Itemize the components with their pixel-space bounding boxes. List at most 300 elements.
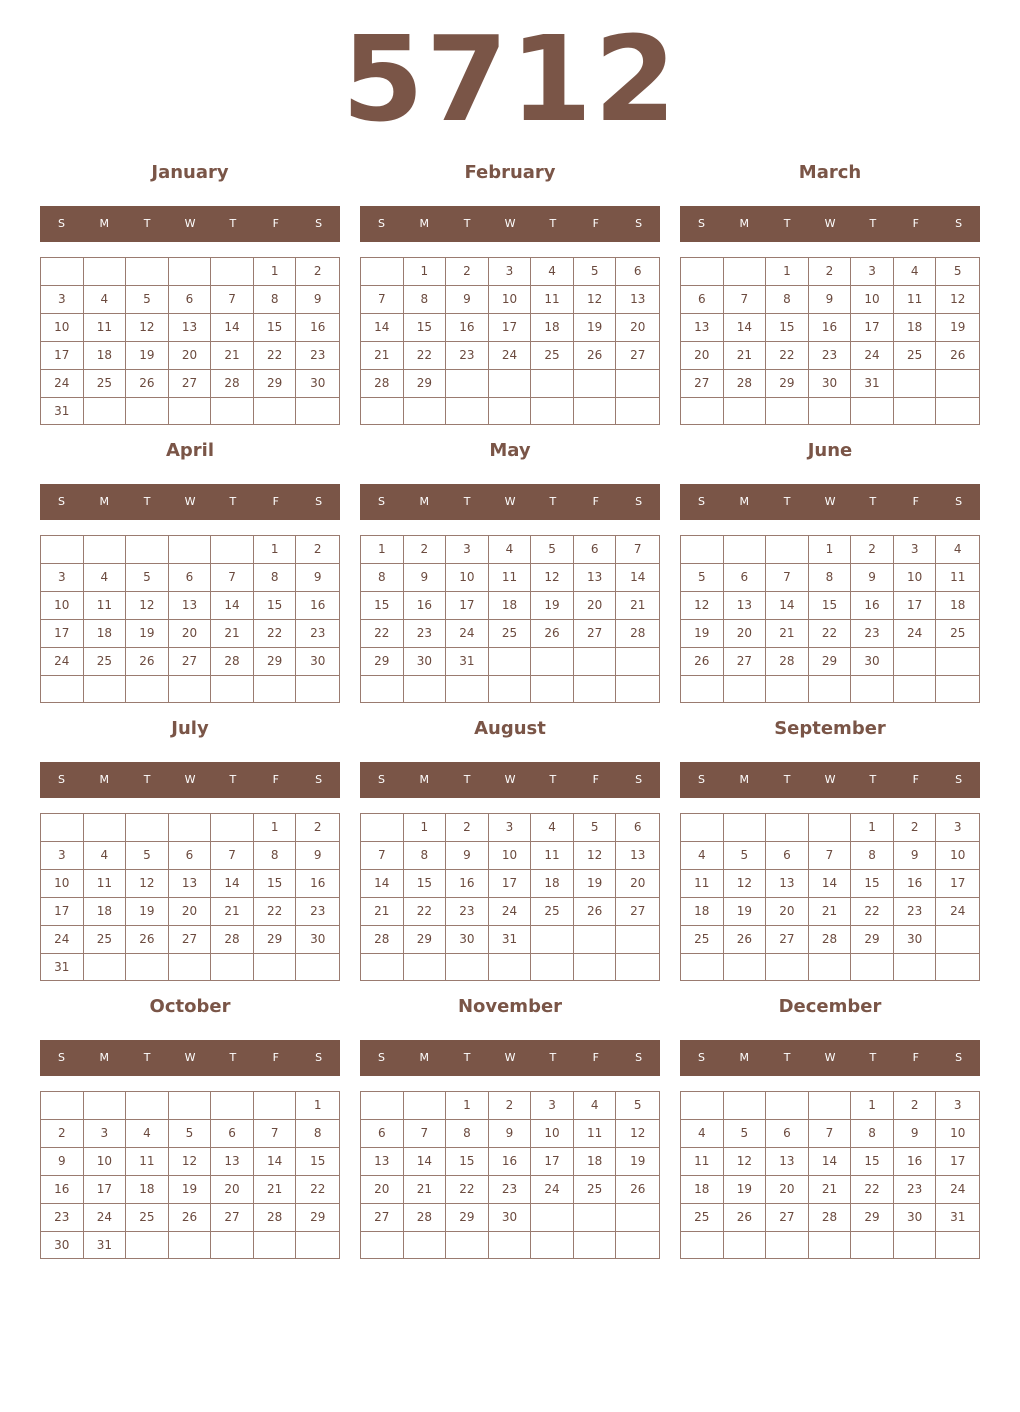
empty-cell <box>574 676 617 702</box>
day-cell: 31 <box>446 648 489 676</box>
weekday-label: T <box>549 217 557 230</box>
day-cell: 28 <box>211 648 254 676</box>
weekday-label: M <box>739 495 750 508</box>
day-grid <box>680 257 980 425</box>
day-cell: 5 <box>936 258 979 286</box>
day-cell: 14 <box>254 1148 297 1176</box>
day-cell: 21 <box>404 1176 447 1204</box>
day-grid <box>680 813 980 981</box>
weekday-label: T <box>783 773 791 786</box>
empty-cell <box>894 1232 937 1258</box>
day-cell: 21 <box>211 342 254 370</box>
empty-cell <box>681 676 724 702</box>
day-cell: 16 <box>809 314 852 342</box>
day-cell: 12 <box>531 564 574 592</box>
weekday-label: F <box>912 773 919 786</box>
day-cell: 10 <box>41 592 84 620</box>
weekday-label: W <box>824 773 836 786</box>
day-cell: 8 <box>404 842 447 870</box>
day-grid <box>680 1091 980 1259</box>
day-cell: 7 <box>361 286 404 314</box>
empty-cell <box>489 676 532 702</box>
day-cell: 2 <box>296 814 339 842</box>
empty-cell <box>766 398 809 424</box>
day-cell: 12 <box>616 1120 659 1148</box>
day-cell: 14 <box>616 564 659 592</box>
day-cell: 4 <box>126 1120 169 1148</box>
empty-cell <box>41 536 84 564</box>
day-cell: 15 <box>254 870 297 898</box>
day-cell: 1 <box>404 814 447 842</box>
weekday-label: F <box>912 1051 919 1064</box>
day-cell: 8 <box>809 564 852 592</box>
day-cell: 6 <box>361 1120 404 1148</box>
weekday-label: M <box>99 495 110 508</box>
empty-cell <box>361 814 404 842</box>
empty-cell <box>126 954 169 981</box>
empty-cell <box>126 814 169 842</box>
empty-cell <box>681 1092 724 1120</box>
day-cell: 2 <box>296 258 339 286</box>
day-cell: 27 <box>211 1204 254 1232</box>
weekday-label: S <box>635 217 643 230</box>
day-cell: 25 <box>531 342 574 370</box>
weekday-label: T <box>229 217 237 230</box>
day-cell: 4 <box>681 1120 724 1148</box>
weekday-label: S <box>697 773 705 786</box>
empty-cell <box>681 814 724 842</box>
day-cell: 3 <box>41 564 84 592</box>
day-cell: 21 <box>616 592 659 620</box>
day-cell: 6 <box>169 842 212 870</box>
empty-cell <box>84 814 127 842</box>
day-cell: 24 <box>489 342 532 370</box>
empty-cell <box>296 1232 339 1259</box>
day-cell: 14 <box>211 870 254 898</box>
year-title: 5712 <box>341 10 679 148</box>
day-cell: 24 <box>41 648 84 676</box>
empty-cell <box>936 676 979 702</box>
day-cell: 6 <box>574 536 617 564</box>
day-cell: 2 <box>404 536 447 564</box>
weekday-label: S <box>635 1051 643 1064</box>
day-cell: 5 <box>724 1120 767 1148</box>
weekday-label: T <box>143 1051 151 1064</box>
empty-cell <box>169 398 212 425</box>
day-cell: 15 <box>851 870 894 898</box>
empty-cell <box>84 398 127 425</box>
day-cell: 29 <box>404 926 447 954</box>
empty-cell <box>809 1092 852 1120</box>
day-cell: 13 <box>169 870 212 898</box>
day-cell: 4 <box>531 814 574 842</box>
day-cell: 6 <box>616 258 659 286</box>
weekday-label: T <box>783 495 791 508</box>
day-cell: 16 <box>296 870 339 898</box>
day-cell: 12 <box>126 314 169 342</box>
weekday-label: F <box>272 1051 279 1064</box>
weekday-label: T <box>229 773 237 786</box>
weekday-label: F <box>912 217 919 230</box>
day-cell: 29 <box>361 648 404 676</box>
empty-cell <box>446 398 489 424</box>
empty-cell <box>724 258 767 286</box>
day-cell: 10 <box>41 870 84 898</box>
empty-cell <box>361 954 404 980</box>
empty-cell <box>936 926 979 954</box>
day-cell: 13 <box>616 842 659 870</box>
empty-cell <box>851 954 894 980</box>
day-cell: 26 <box>574 898 617 926</box>
day-cell: 23 <box>296 898 339 926</box>
month-name: May <box>489 440 531 461</box>
weekday-label: W <box>184 1051 196 1064</box>
empty-cell <box>616 1232 659 1258</box>
day-cell: 26 <box>681 648 724 676</box>
day-cell: 21 <box>809 1176 852 1204</box>
day-cell: 3 <box>41 286 84 314</box>
day-cell: 11 <box>936 564 979 592</box>
empty-cell <box>616 370 659 398</box>
day-cell: 17 <box>489 870 532 898</box>
empty-cell <box>724 954 767 980</box>
day-cell: 18 <box>84 620 127 648</box>
day-cell: 18 <box>681 898 724 926</box>
weekday-label: T <box>549 495 557 508</box>
weekday-label: T <box>463 1051 471 1064</box>
day-cell: 17 <box>531 1148 574 1176</box>
weekday-label: W <box>184 773 196 786</box>
weekday-label: F <box>272 773 279 786</box>
day-cell: 10 <box>41 314 84 342</box>
day-cell: 26 <box>574 342 617 370</box>
day-cell: 30 <box>41 1232 84 1259</box>
day-cell: 11 <box>894 286 937 314</box>
empty-cell <box>531 926 574 954</box>
day-cell: 25 <box>126 1204 169 1232</box>
day-cell: 17 <box>446 592 489 620</box>
empty-cell <box>724 398 767 424</box>
weekday-label: S <box>635 773 643 786</box>
empty-cell <box>126 536 169 564</box>
empty-cell <box>361 1092 404 1120</box>
empty-cell <box>84 1092 127 1120</box>
weekday-label: S <box>315 773 323 786</box>
day-cell: 18 <box>936 592 979 620</box>
weekday-label: M <box>99 773 110 786</box>
empty-cell <box>616 1204 659 1232</box>
empty-cell <box>126 398 169 425</box>
empty-cell <box>766 814 809 842</box>
day-cell: 16 <box>489 1148 532 1176</box>
weekday-label: W <box>504 1051 516 1064</box>
day-cell: 9 <box>851 564 894 592</box>
day-cell: 14 <box>766 592 809 620</box>
empty-cell <box>489 954 532 980</box>
day-cell: 4 <box>84 842 127 870</box>
day-cell: 15 <box>851 1148 894 1176</box>
day-cell: 10 <box>936 842 979 870</box>
day-cell: 20 <box>211 1176 254 1204</box>
day-cell: 31 <box>41 398 84 425</box>
empty-cell <box>894 954 937 980</box>
weekday-label: S <box>57 1051 65 1064</box>
day-grid <box>40 257 340 425</box>
empty-cell <box>724 1232 767 1258</box>
weekday-label: M <box>99 217 110 230</box>
weekday-header <box>360 484 660 520</box>
empty-cell <box>936 954 979 980</box>
day-cell: 14 <box>361 314 404 342</box>
empty-cell <box>296 676 339 702</box>
day-cell: 2 <box>489 1092 532 1120</box>
day-cell: 24 <box>894 620 937 648</box>
day-cell: 28 <box>766 648 809 676</box>
day-cell: 23 <box>489 1176 532 1204</box>
day-cell: 17 <box>936 870 979 898</box>
day-cell: 13 <box>574 564 617 592</box>
day-cell: 18 <box>894 314 937 342</box>
day-cell: 8 <box>361 564 404 592</box>
day-cell: 30 <box>894 1204 937 1232</box>
day-cell: 5 <box>169 1120 212 1148</box>
empty-cell <box>84 676 127 702</box>
empty-cell <box>254 954 297 981</box>
day-cell: 8 <box>254 564 297 592</box>
weekday-label: M <box>419 1051 430 1064</box>
month-name: June <box>807 440 853 461</box>
day-cell: 11 <box>574 1120 617 1148</box>
day-cell: 15 <box>404 314 447 342</box>
day-cell: 19 <box>169 1176 212 1204</box>
day-cell: 1 <box>446 1092 489 1120</box>
day-cell: 8 <box>766 286 809 314</box>
day-cell: 31 <box>851 370 894 398</box>
day-cell: 21 <box>254 1176 297 1204</box>
day-cell: 24 <box>851 342 894 370</box>
weekday-label: M <box>419 495 430 508</box>
day-cell: 11 <box>489 564 532 592</box>
empty-cell <box>211 1232 254 1259</box>
weekday-label: S <box>955 773 963 786</box>
day-grid <box>360 535 660 703</box>
empty-cell <box>489 1232 532 1258</box>
day-cell: 29 <box>404 370 447 398</box>
weekday-label: T <box>463 217 471 230</box>
empty-cell <box>681 954 724 980</box>
empty-cell <box>724 814 767 842</box>
weekday-label: M <box>419 773 430 786</box>
weekday-label: M <box>419 217 430 230</box>
day-cell: 14 <box>809 1148 852 1176</box>
day-cell: 19 <box>126 342 169 370</box>
day-cell: 24 <box>531 1176 574 1204</box>
day-cell: 4 <box>531 258 574 286</box>
day-cell: 23 <box>296 342 339 370</box>
empty-cell <box>211 1092 254 1120</box>
day-cell: 8 <box>296 1120 339 1148</box>
weekday-header <box>360 1040 660 1076</box>
day-cell: 24 <box>489 898 532 926</box>
weekday-label: T <box>463 773 471 786</box>
day-cell: 16 <box>446 870 489 898</box>
day-cell: 16 <box>41 1176 84 1204</box>
day-grid <box>680 535 980 703</box>
day-cell: 11 <box>84 870 127 898</box>
day-cell: 12 <box>724 870 767 898</box>
empty-cell <box>936 398 979 424</box>
day-cell: 23 <box>404 620 447 648</box>
day-cell: 29 <box>254 370 297 398</box>
empty-cell <box>766 676 809 702</box>
day-cell: 5 <box>616 1092 659 1120</box>
day-cell: 1 <box>254 258 297 286</box>
empty-cell <box>681 398 724 424</box>
day-cell: 18 <box>531 314 574 342</box>
day-cell: 6 <box>724 564 767 592</box>
empty-cell <box>574 398 617 424</box>
day-cell: 20 <box>616 314 659 342</box>
day-cell: 25 <box>84 926 127 954</box>
weekday-label: T <box>869 773 877 786</box>
day-cell: 22 <box>851 898 894 926</box>
empty-cell <box>851 398 894 424</box>
day-cell: 4 <box>936 536 979 564</box>
day-cell: 12 <box>126 870 169 898</box>
day-cell: 27 <box>616 342 659 370</box>
empty-cell <box>681 536 724 564</box>
day-cell: 5 <box>126 842 169 870</box>
empty-cell <box>809 814 852 842</box>
day-cell: 8 <box>446 1120 489 1148</box>
day-cell: 21 <box>809 898 852 926</box>
empty-cell <box>531 370 574 398</box>
day-cell: 18 <box>489 592 532 620</box>
empty-cell <box>894 398 937 424</box>
day-cell: 25 <box>531 898 574 926</box>
weekday-label: S <box>315 1051 323 1064</box>
day-cell: 19 <box>574 870 617 898</box>
day-cell: 13 <box>766 870 809 898</box>
empty-cell <box>254 1092 297 1120</box>
day-cell: 28 <box>404 1204 447 1232</box>
day-cell: 25 <box>681 926 724 954</box>
day-cell: 26 <box>126 648 169 676</box>
day-cell: 20 <box>574 592 617 620</box>
day-cell: 22 <box>446 1176 489 1204</box>
day-cell: 4 <box>681 842 724 870</box>
weekday-label: M <box>739 217 750 230</box>
empty-cell <box>84 536 127 564</box>
day-cell: 8 <box>851 842 894 870</box>
day-cell: 10 <box>84 1148 127 1176</box>
day-cell: 2 <box>894 1092 937 1120</box>
day-cell: 17 <box>894 592 937 620</box>
empty-cell <box>211 676 254 702</box>
empty-cell <box>126 676 169 702</box>
day-cell: 5 <box>724 842 767 870</box>
weekday-label: M <box>99 1051 110 1064</box>
empty-cell <box>809 954 852 980</box>
day-cell: 7 <box>361 842 404 870</box>
empty-cell <box>211 398 254 425</box>
day-grid <box>360 1091 660 1259</box>
day-cell: 11 <box>84 592 127 620</box>
day-cell: 20 <box>169 342 212 370</box>
weekday-header <box>680 206 980 242</box>
day-cell: 16 <box>894 1148 937 1176</box>
empty-cell <box>766 536 809 564</box>
day-cell: 13 <box>616 286 659 314</box>
weekday-header <box>360 762 660 798</box>
day-cell: 26 <box>169 1204 212 1232</box>
empty-cell <box>489 370 532 398</box>
empty-cell <box>616 954 659 980</box>
day-cell: 23 <box>446 342 489 370</box>
day-cell: 7 <box>404 1120 447 1148</box>
weekday-label: T <box>143 773 151 786</box>
day-cell: 28 <box>211 370 254 398</box>
day-cell: 5 <box>574 814 617 842</box>
empty-cell <box>574 1232 617 1258</box>
day-cell: 22 <box>404 342 447 370</box>
weekday-label: T <box>143 217 151 230</box>
empty-cell <box>84 954 127 981</box>
day-cell: 22 <box>254 620 297 648</box>
day-cell: 4 <box>84 564 127 592</box>
weekday-label: F <box>592 495 599 508</box>
day-cell: 9 <box>894 842 937 870</box>
day-cell: 7 <box>616 536 659 564</box>
empty-cell <box>361 676 404 702</box>
empty-cell <box>254 1232 297 1259</box>
empty-cell <box>296 954 339 981</box>
day-cell: 28 <box>809 1204 852 1232</box>
weekday-label: S <box>377 1051 385 1064</box>
empty-cell <box>531 648 574 676</box>
day-cell: 12 <box>724 1148 767 1176</box>
day-cell: 15 <box>404 870 447 898</box>
weekday-label: W <box>504 217 516 230</box>
day-cell: 6 <box>211 1120 254 1148</box>
day-cell: 27 <box>616 898 659 926</box>
empty-cell <box>446 676 489 702</box>
day-cell: 7 <box>211 842 254 870</box>
weekday-label: M <box>739 773 750 786</box>
day-cell: 2 <box>296 536 339 564</box>
day-cell: 21 <box>211 898 254 926</box>
weekday-label: S <box>697 217 705 230</box>
day-cell: 26 <box>126 926 169 954</box>
empty-cell <box>404 676 447 702</box>
empty-cell <box>724 1092 767 1120</box>
day-cell: 29 <box>296 1204 339 1232</box>
day-cell: 22 <box>809 620 852 648</box>
empty-cell <box>169 954 212 981</box>
day-cell: 7 <box>724 286 767 314</box>
weekday-label: S <box>377 773 385 786</box>
day-cell: 20 <box>766 898 809 926</box>
month-name: September <box>774 718 886 739</box>
day-cell: 2 <box>446 258 489 286</box>
empty-cell <box>211 536 254 564</box>
day-cell: 26 <box>616 1176 659 1204</box>
day-cell: 31 <box>41 954 84 981</box>
day-cell: 3 <box>531 1092 574 1120</box>
day-cell: 28 <box>361 370 404 398</box>
weekday-header <box>680 762 980 798</box>
day-cell: 18 <box>681 1176 724 1204</box>
